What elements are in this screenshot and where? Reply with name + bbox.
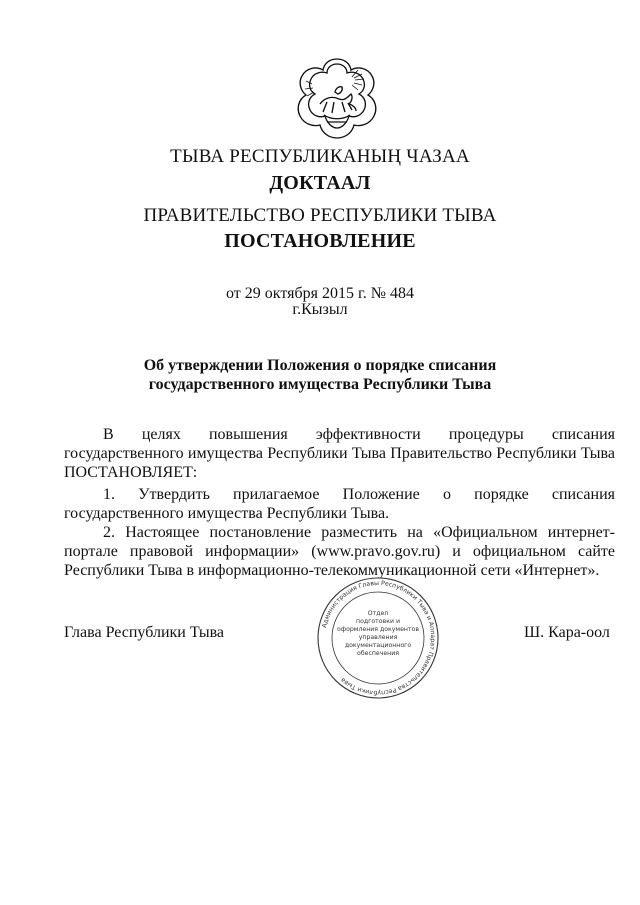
header-tuvan-document-type: ДОКТААЛ	[269, 172, 371, 194]
document-date-number: от 29 октября 2015 г. № 484	[225, 285, 414, 302]
document-city: г.Кызыл	[292, 301, 348, 318]
intro-paragraph: В целях повышения эффективности процедуры списания государственного имущества Республики Тыва Правительство Республики Тыва ПОСТАНОВЛЯЕТ:	[64, 426, 615, 481]
stamp-line-4: управления	[358, 634, 398, 641]
subject-line-1: Об утверждении Положения о порядке списания	[143, 357, 497, 374]
stamp-line-1: Отдел	[367, 610, 389, 617]
stamp-line-6: обеспечения	[357, 650, 399, 657]
header-russian-authority: ПРАВИТЕЛЬСТВО РЕСПУБЛИКИ ТЫВА	[143, 205, 497, 226]
subject-line-2: государственного имущества Республики Тыва	[148, 376, 492, 393]
stamp-line-2: подготовки и	[356, 618, 400, 625]
signature-position: Глава Республики Тыва	[64, 624, 225, 641]
document-subject	[120, 356, 520, 394]
signature-name: Ш. Кара-оол	[524, 624, 610, 641]
header-tuvan-authority: ТЫВА РЕСПУБЛИКАНЫҢ ЧАЗАА	[170, 146, 470, 167]
stamp-line-3: оформления документов	[337, 626, 419, 633]
paragraph-item-1: 1. Утвердить прилагаемое Положение о порядке списания государственного имущества Республики Тыва.	[64, 486, 615, 522]
stamp-outer-text: Администрация Главы Республики Тыва и Аппарат Правительства Республики Тыва	[321, 579, 437, 697]
paragraph-item-2: 2. Настоящее постановление разместить на «Официальном интернет-портале правовой информации» (www.pravo.gov.ru) и официальном сайте Республики Тыва в информационно-телекоммуникационной сети «Интернет».	[64, 524, 615, 579]
seal-stamp-icon	[312, 572, 444, 704]
header-russian-document-type: ПОСТАНОВЛЕНИЕ	[224, 230, 416, 252]
stamp-line-5: документационного	[344, 642, 412, 649]
tyva-coat-of-arms-icon	[282, 54, 392, 140]
